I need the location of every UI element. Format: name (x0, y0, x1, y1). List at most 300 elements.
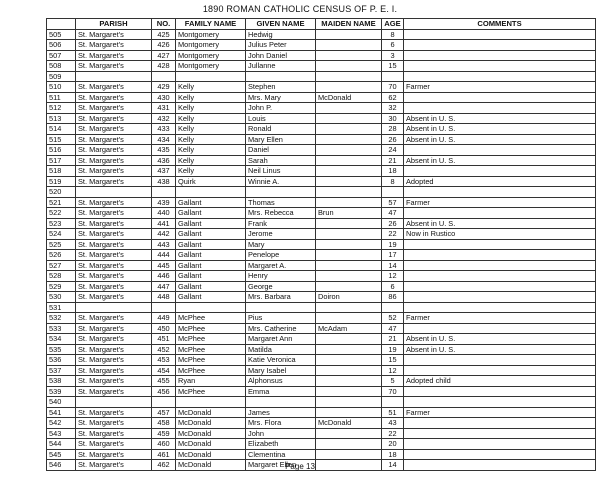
record-no-cell: 436 (152, 155, 176, 166)
parish-cell: St. Margaret's (76, 124, 152, 135)
parish-cell: St. Margaret's (76, 50, 152, 61)
given-name-cell: Mary (246, 239, 316, 250)
row-number-cell: 528 (47, 271, 76, 282)
table-row (47, 113, 596, 124)
given-name-cell: Winnie A. (246, 176, 316, 187)
header-maiden-name: MAIDEN NAME (316, 19, 382, 30)
parish-cell: St. Margaret's (76, 281, 152, 292)
row-number-cell: 516 (47, 145, 76, 156)
maiden-name-cell (316, 260, 382, 271)
given-name-cell: Frank (246, 218, 316, 229)
parish-cell: St. Margaret's (76, 271, 152, 282)
record-no-cell: 445 (152, 260, 176, 271)
maiden-name-cell (316, 439, 382, 450)
table-row (47, 71, 596, 82)
family-name-cell: McPhee (176, 313, 246, 324)
parish-cell (76, 302, 152, 313)
family-name-cell: Gallant (176, 197, 246, 208)
record-no-cell: 453 (152, 355, 176, 366)
row-number-cell: 523 (47, 218, 76, 229)
given-name-cell: Mrs. Barbara (246, 292, 316, 303)
comments-cell: Adopted child (404, 376, 596, 387)
comments-cell: Adopted (404, 176, 596, 187)
comments-cell (404, 355, 596, 366)
row-number-cell: 519 (47, 176, 76, 187)
maiden-name-cell: McDonald (316, 418, 382, 429)
given-name-cell (246, 397, 316, 408)
table-row (47, 334, 596, 345)
family-name-cell: McDonald (176, 439, 246, 450)
age-cell: 6 (382, 281, 404, 292)
family-name-cell: Gallant (176, 208, 246, 219)
record-no-cell: 456 (152, 386, 176, 397)
record-no-cell: 451 (152, 334, 176, 345)
age-cell: 12 (382, 365, 404, 376)
given-name-cell: Margaret Ann (246, 334, 316, 345)
comments-cell (404, 292, 596, 303)
given-name-cell: Sarah (246, 155, 316, 166)
page-number: Page 13 (285, 462, 315, 471)
family-name-cell: Montgomery (176, 50, 246, 61)
table-row (47, 428, 596, 439)
age-cell: 21 (382, 155, 404, 166)
row-number-cell: 546 (47, 460, 76, 471)
table-row (47, 302, 596, 313)
age-cell: 30 (382, 113, 404, 124)
family-name-cell: Gallant (176, 271, 246, 282)
family-name-cell: Gallant (176, 218, 246, 229)
age-cell (382, 187, 404, 198)
comments-cell: Absent in U. S. (404, 334, 596, 345)
table-row (47, 292, 596, 303)
age-cell (382, 397, 404, 408)
table-row (47, 407, 596, 418)
comments-cell (404, 29, 596, 40)
family-name-cell: Kelly (176, 103, 246, 114)
family-name-cell: Gallant (176, 229, 246, 240)
maiden-name-cell (316, 176, 382, 187)
maiden-name-cell (316, 187, 382, 198)
maiden-name-cell: Doiron (316, 292, 382, 303)
comments-cell: Absent in U. S. (404, 344, 596, 355)
comments-cell (404, 365, 596, 376)
row-number-cell: 530 (47, 292, 76, 303)
record-no-cell: 455 (152, 376, 176, 387)
parish-cell: St. Margaret's (76, 145, 152, 156)
table-row (47, 229, 596, 240)
record-no-cell: 425 (152, 29, 176, 40)
family-name-cell: Kelly (176, 134, 246, 145)
record-no-cell: 438 (152, 176, 176, 187)
comments-cell: Farmer (404, 197, 596, 208)
record-no-cell: 446 (152, 271, 176, 282)
age-cell (382, 302, 404, 313)
age-cell: 5 (382, 376, 404, 387)
record-no-cell: 450 (152, 323, 176, 334)
table-row (47, 61, 596, 72)
parish-cell: St. Margaret's (76, 218, 152, 229)
parish-cell (76, 397, 152, 408)
maiden-name-cell (316, 134, 382, 145)
family-name-cell: Kelly (176, 113, 246, 124)
family-name-cell: Quirk (176, 176, 246, 187)
comments-cell (404, 187, 596, 198)
comments-cell: Absent in U. S. (404, 218, 596, 229)
row-number-cell: 537 (47, 365, 76, 376)
row-number-cell: 511 (47, 92, 76, 103)
row-number-cell: 526 (47, 250, 76, 261)
record-no-cell: 430 (152, 92, 176, 103)
record-no-cell: 439 (152, 197, 176, 208)
maiden-name-cell (316, 50, 382, 61)
record-no-cell (152, 187, 176, 198)
age-cell: 18 (382, 449, 404, 460)
family-name-cell: Montgomery (176, 61, 246, 72)
family-name-cell: McDonald (176, 418, 246, 429)
given-name-cell: John (246, 428, 316, 439)
family-name-cell: Gallant (176, 239, 246, 250)
maiden-name-cell (316, 428, 382, 439)
table-row (47, 250, 596, 261)
maiden-name-cell (316, 124, 382, 135)
record-no-cell: 459 (152, 428, 176, 439)
parish-cell: St. Margaret's (76, 40, 152, 51)
row-number-cell: 512 (47, 103, 76, 114)
comments-cell: Now in Rustico (404, 229, 596, 240)
given-name-cell: Katie Veronica (246, 355, 316, 366)
record-no-cell: 437 (152, 166, 176, 177)
given-name-cell: Mary Isabel (246, 365, 316, 376)
given-name-cell: Clementina (246, 449, 316, 460)
table-row (47, 449, 596, 460)
record-no-cell: 426 (152, 40, 176, 51)
table-row (47, 355, 596, 366)
comments-cell (404, 260, 596, 271)
record-no-cell: 449 (152, 313, 176, 324)
age-cell: 18 (382, 166, 404, 177)
parish-cell: St. Margaret's (76, 134, 152, 145)
record-no-cell: 461 (152, 449, 176, 460)
parish-cell: St. Margaret's (76, 439, 152, 450)
family-name-cell: Gallant (176, 250, 246, 261)
comments-cell (404, 418, 596, 429)
header-row (47, 19, 596, 30)
comments-cell (404, 428, 596, 439)
row-number-cell: 522 (47, 208, 76, 219)
comments-cell (404, 61, 596, 72)
comments-cell (404, 397, 596, 408)
given-name-cell: Margaret A. (246, 260, 316, 271)
age-cell: 52 (382, 313, 404, 324)
row-number-cell: 515 (47, 134, 76, 145)
table-row (47, 124, 596, 135)
family-name-cell: McPhee (176, 323, 246, 334)
given-name-cell: James (246, 407, 316, 418)
given-name-cell: John Daniel (246, 50, 316, 61)
record-no-cell: 448 (152, 292, 176, 303)
record-no-cell: 428 (152, 61, 176, 72)
given-name-cell: Julius Peter (246, 40, 316, 51)
age-cell: 26 (382, 218, 404, 229)
comments-cell (404, 439, 596, 450)
family-name-cell: McPhee (176, 386, 246, 397)
census-body (47, 29, 596, 470)
comments-cell: Absent in U. S. (404, 134, 596, 145)
maiden-name-cell (316, 344, 382, 355)
table-row (47, 187, 596, 198)
maiden-name-cell: Brun (316, 208, 382, 219)
row-number-cell: 540 (47, 397, 76, 408)
age-cell: 14 (382, 460, 404, 471)
parish-cell: St. Margaret's (76, 176, 152, 187)
parish-cell (76, 187, 152, 198)
age-cell: 70 (382, 82, 404, 93)
table-row (47, 313, 596, 324)
record-no-cell (152, 397, 176, 408)
parish-cell: St. Margaret's (76, 334, 152, 345)
maiden-name-cell (316, 302, 382, 313)
given-name-cell: George (246, 281, 316, 292)
table-row (47, 418, 596, 429)
parish-cell (76, 71, 152, 82)
maiden-name-cell (316, 145, 382, 156)
comments-cell (404, 40, 596, 51)
comments-cell (404, 50, 596, 61)
row-number-cell: 525 (47, 239, 76, 250)
maiden-name-cell (316, 407, 382, 418)
record-no-cell: 433 (152, 124, 176, 135)
age-cell: 15 (382, 61, 404, 72)
table-row (47, 82, 596, 93)
given-name-cell: Elizabeth (246, 439, 316, 450)
table-row (47, 260, 596, 271)
maiden-name-cell (316, 386, 382, 397)
record-no-cell: 452 (152, 344, 176, 355)
row-number-cell: 544 (47, 439, 76, 450)
row-number-cell: 510 (47, 82, 76, 93)
given-name-cell (246, 302, 316, 313)
comments-cell: Farmer (404, 407, 596, 418)
table-row (47, 365, 596, 376)
parish-cell: St. Margaret's (76, 260, 152, 271)
comments-cell: Farmer (404, 313, 596, 324)
age-cell: 22 (382, 229, 404, 240)
maiden-name-cell (316, 281, 382, 292)
given-name-cell: Margaret Ellen (246, 460, 316, 471)
given-name-cell: John P. (246, 103, 316, 114)
comments-cell (404, 281, 596, 292)
maiden-name-cell (316, 40, 382, 51)
family-name-cell: McPhee (176, 344, 246, 355)
given-name-cell: Mrs. Flora (246, 418, 316, 429)
table-row (47, 155, 596, 166)
age-cell: 17 (382, 250, 404, 261)
table-row (47, 29, 596, 40)
comments-cell (404, 208, 596, 219)
maiden-name-cell (316, 103, 382, 114)
record-no-cell: 441 (152, 218, 176, 229)
maiden-name-cell (316, 197, 382, 208)
row-number-cell: 520 (47, 187, 76, 198)
table-row (47, 397, 596, 408)
record-no-cell: 440 (152, 208, 176, 219)
family-name-cell (176, 397, 246, 408)
row-number-cell: 524 (47, 229, 76, 240)
parish-cell: St. Margaret's (76, 449, 152, 460)
table-row (47, 376, 596, 387)
comments-cell (404, 145, 596, 156)
age-cell: 19 (382, 239, 404, 250)
maiden-name-cell (316, 397, 382, 408)
age-cell: 32 (382, 103, 404, 114)
given-name-cell: Mrs. Rebecca (246, 208, 316, 219)
maiden-name-cell (316, 229, 382, 240)
table-row (47, 271, 596, 282)
record-no-cell: 432 (152, 113, 176, 124)
record-no-cell: 454 (152, 365, 176, 376)
maiden-name-cell (316, 239, 382, 250)
header-given-name: GIVEN NAME (246, 19, 316, 30)
given-name-cell (246, 187, 316, 198)
row-number-cell: 536 (47, 355, 76, 366)
age-cell: 8 (382, 176, 404, 187)
family-name-cell: Kelly (176, 82, 246, 93)
parish-cell: St. Margaret's (76, 92, 152, 103)
record-no-cell: 431 (152, 103, 176, 114)
comments-cell: Absent in U. S. (404, 124, 596, 135)
family-name-cell: Kelly (176, 92, 246, 103)
family-name-cell: Kelly (176, 155, 246, 166)
table-row (47, 103, 596, 114)
given-name-cell: Daniel (246, 145, 316, 156)
parish-cell: St. Margaret's (76, 428, 152, 439)
age-cell: 15 (382, 355, 404, 366)
table-row (47, 439, 596, 450)
row-number-cell: 541 (47, 407, 76, 418)
family-name-cell: McDonald (176, 460, 246, 471)
family-name-cell: McPhee (176, 334, 246, 345)
age-cell: 19 (382, 344, 404, 355)
age-cell: 20 (382, 439, 404, 450)
age-cell: 28 (382, 124, 404, 135)
table-row (47, 166, 596, 177)
header-comments: COMMENTS (404, 19, 596, 30)
row-number-cell: 518 (47, 166, 76, 177)
maiden-name-cell (316, 313, 382, 324)
given-name-cell: Jerome (246, 229, 316, 240)
row-number-cell: 543 (47, 428, 76, 439)
row-number-cell: 535 (47, 344, 76, 355)
comments-cell (404, 449, 596, 460)
table-row (47, 176, 596, 187)
parish-cell: St. Margaret's (76, 344, 152, 355)
parish-cell: St. Margaret's (76, 197, 152, 208)
row-number-cell: 538 (47, 376, 76, 387)
family-name-cell: McPhee (176, 365, 246, 376)
given-name-cell: Neil Linus (246, 166, 316, 177)
table-row (47, 50, 596, 61)
given-name-cell: Emma (246, 386, 316, 397)
given-name-cell: Matilda (246, 344, 316, 355)
age-cell: 43 (382, 418, 404, 429)
table-row (47, 134, 596, 145)
given-name-cell: Henry (246, 271, 316, 282)
parish-cell: St. Margaret's (76, 166, 152, 177)
maiden-name-cell (316, 271, 382, 282)
row-number-cell: 532 (47, 313, 76, 324)
maiden-name-cell (316, 29, 382, 40)
table-row (47, 344, 596, 355)
age-cell: 57 (382, 197, 404, 208)
record-no-cell: 435 (152, 145, 176, 156)
table-row (47, 145, 596, 156)
maiden-name-cell (316, 113, 382, 124)
maiden-name-cell (316, 82, 382, 93)
header-no: NO. (152, 19, 176, 30)
given-name-cell: Thomas (246, 197, 316, 208)
row-number-cell: 505 (47, 29, 76, 40)
parish-cell: St. Margaret's (76, 355, 152, 366)
age-cell: 21 (382, 334, 404, 345)
family-name-cell: McDonald (176, 428, 246, 439)
parish-cell: St. Margaret's (76, 418, 152, 429)
maiden-name-cell: McDonald (316, 92, 382, 103)
row-number-cell: 506 (47, 40, 76, 51)
comments-cell (404, 250, 596, 261)
maiden-name-cell (316, 166, 382, 177)
table-row (47, 281, 596, 292)
age-cell: 12 (382, 271, 404, 282)
table-row (47, 218, 596, 229)
header-parish: PARISH (76, 19, 152, 30)
parish-cell: St. Margaret's (76, 155, 152, 166)
maiden-name-cell (316, 365, 382, 376)
comments-cell: Absent in U. S. (404, 155, 596, 166)
row-number-cell: 514 (47, 124, 76, 135)
row-number-cell: 545 (47, 449, 76, 460)
record-no-cell: 434 (152, 134, 176, 145)
maiden-name-cell (316, 71, 382, 82)
comments-cell (404, 323, 596, 334)
family-name-cell (176, 302, 246, 313)
age-cell: 62 (382, 92, 404, 103)
comments-cell (404, 271, 596, 282)
family-name-cell: Gallant (176, 281, 246, 292)
row-number-cell: 531 (47, 302, 76, 313)
given-name-cell: Ronald (246, 124, 316, 135)
parish-cell: St. Margaret's (76, 82, 152, 93)
given-name-cell: Stephen (246, 82, 316, 93)
parish-cell: St. Margaret's (76, 29, 152, 40)
record-no-cell: 458 (152, 418, 176, 429)
given-name-cell: Mrs. Mary (246, 92, 316, 103)
given-name-cell: Jullanne (246, 61, 316, 72)
maiden-name-cell (316, 218, 382, 229)
row-number-cell: 521 (47, 197, 76, 208)
record-no-cell: 457 (152, 407, 176, 418)
record-no-cell (152, 302, 176, 313)
parish-cell: St. Margaret's (76, 313, 152, 324)
age-cell: 47 (382, 323, 404, 334)
maiden-name-cell (316, 376, 382, 387)
parish-cell: St. Margaret's (76, 103, 152, 114)
parish-cell: St. Margaret's (76, 323, 152, 334)
parish-cell: St. Margaret's (76, 113, 152, 124)
parish-cell: St. Margaret's (76, 386, 152, 397)
table-row (47, 40, 596, 51)
parish-cell: St. Margaret's (76, 460, 152, 471)
record-no-cell: 444 (152, 250, 176, 261)
